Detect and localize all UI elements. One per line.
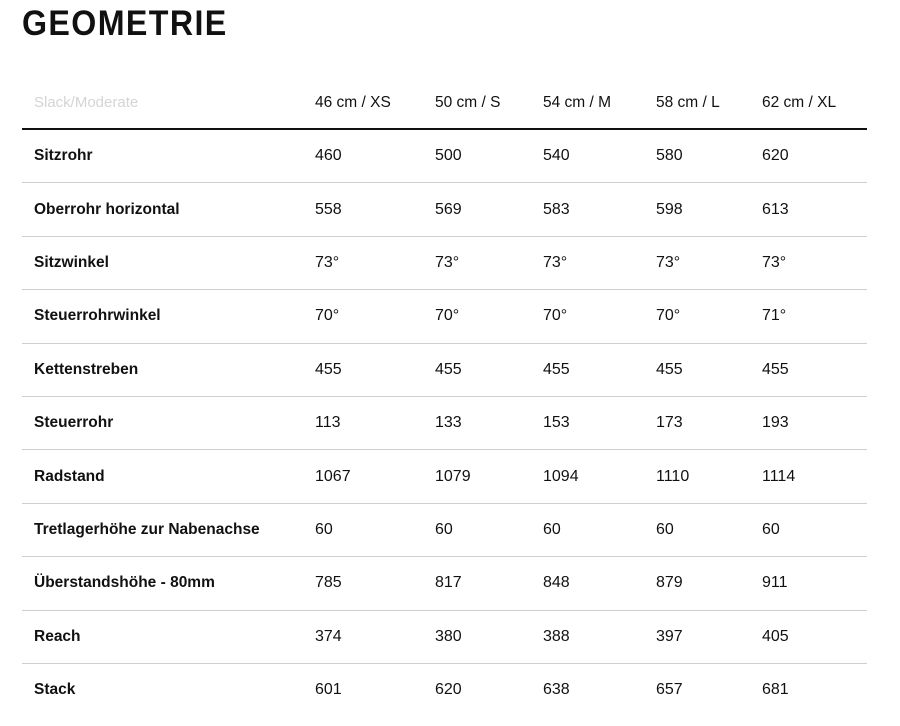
table-cell: 1110 (644, 450, 750, 503)
table-cell: 1067 (303, 450, 423, 503)
table-cell: 879 (644, 557, 750, 610)
size-header-m: 54 cm / M (531, 77, 644, 129)
table-cell: 500 (423, 129, 531, 183)
table-cell: 455 (750, 343, 867, 396)
table-cell: 113 (303, 396, 423, 449)
table-row (22, 450, 867, 503)
table-cell: 70° (531, 290, 644, 343)
table-cell: 60 (303, 503, 423, 556)
table-cell: 397 (644, 610, 750, 663)
row-label: Sitzrohr (22, 129, 303, 183)
table-cell: 73° (750, 236, 867, 289)
row-label: Kettenstreben (22, 343, 303, 396)
table-cell: 60 (531, 503, 644, 556)
table-row (22, 503, 867, 556)
table-cell: 388 (531, 610, 644, 663)
table-cell: 681 (762, 681, 789, 699)
size-header-xl: 62 cm / XL (750, 77, 867, 129)
page-title: GEOMETRIE (22, 4, 228, 43)
row-label: Radstand (22, 450, 303, 503)
table-row (22, 129, 867, 183)
table-row (22, 396, 867, 449)
table-cell: 613 (750, 183, 867, 236)
table-cell: 601 (315, 681, 342, 699)
table-cell: 1079 (423, 450, 531, 503)
table-row (22, 610, 867, 663)
table-cell: 73° (303, 236, 423, 289)
row-label: Sitzwinkel (22, 236, 303, 289)
table-cell: 133 (423, 396, 531, 449)
table-cell: 405 (750, 610, 867, 663)
table-cell: 817 (423, 557, 531, 610)
row-label: Steuerrohr (22, 396, 303, 449)
table-cell: 193 (750, 396, 867, 449)
table-cell: 455 (303, 343, 423, 396)
table-cell: 583 (531, 183, 644, 236)
table-cell: 60 (750, 503, 867, 556)
table-cell: 70° (423, 290, 531, 343)
table-cell: 455 (531, 343, 644, 396)
table-cell: 569 (423, 183, 531, 236)
table-cell: 374 (303, 610, 423, 663)
size-header-l: 58 cm / L (644, 77, 750, 129)
table-cell: 73° (644, 236, 750, 289)
table-cell: 73° (531, 236, 644, 289)
table-row (22, 236, 867, 289)
row-label: Tretlagerhöhe zur Nabenachse (22, 503, 303, 556)
table-cell: 1094 (531, 450, 644, 503)
table-cell: 380 (423, 610, 531, 663)
row-label: Reach (22, 610, 303, 663)
row-label: Steuerrohrwinkel (22, 290, 303, 343)
table-cell: 153 (531, 396, 644, 449)
table-cell: 70° (303, 290, 423, 343)
table-cell: 71° (750, 290, 867, 343)
table-row (22, 557, 867, 610)
table-row (22, 663, 867, 716)
table-cell: 620 (750, 129, 867, 183)
table-row (22, 183, 867, 236)
table-cell: 657 (656, 681, 683, 699)
table-cell: 785 (303, 557, 423, 610)
table-cell: 911 (750, 557, 867, 610)
table-cell: 73° (423, 236, 531, 289)
row-label: Überstandshöhe - 80mm (22, 557, 303, 610)
table-cell: 638 (543, 681, 570, 699)
table-cell: 60 (423, 503, 531, 556)
size-header-s: 50 cm / S (423, 77, 531, 129)
table-cell: 540 (531, 129, 644, 183)
row-label: Oberrohr horizontal (22, 183, 303, 236)
size-header-xs: 46 cm / XS (303, 77, 423, 129)
table-cell: 455 (644, 343, 750, 396)
table-cell: 70° (644, 290, 750, 343)
table-cell: 60 (644, 503, 750, 556)
table-cell: 455 (423, 343, 531, 396)
table-cell: 558 (303, 183, 423, 236)
geometry-table (22, 77, 867, 716)
variant-label: Slack/Moderate (22, 77, 303, 129)
table-cell: 620 (435, 681, 462, 699)
table-row (22, 343, 867, 396)
table-cell: 848 (531, 557, 644, 610)
table-cell: 460 (303, 129, 423, 183)
table-cell: 580 (644, 129, 750, 183)
table-cell: 598 (644, 183, 750, 236)
row-label: Stack (34, 681, 76, 699)
table-cell: 1114 (750, 450, 867, 503)
table-row (22, 290, 867, 343)
table-header-row (22, 77, 867, 129)
table-cell: 173 (644, 396, 750, 449)
